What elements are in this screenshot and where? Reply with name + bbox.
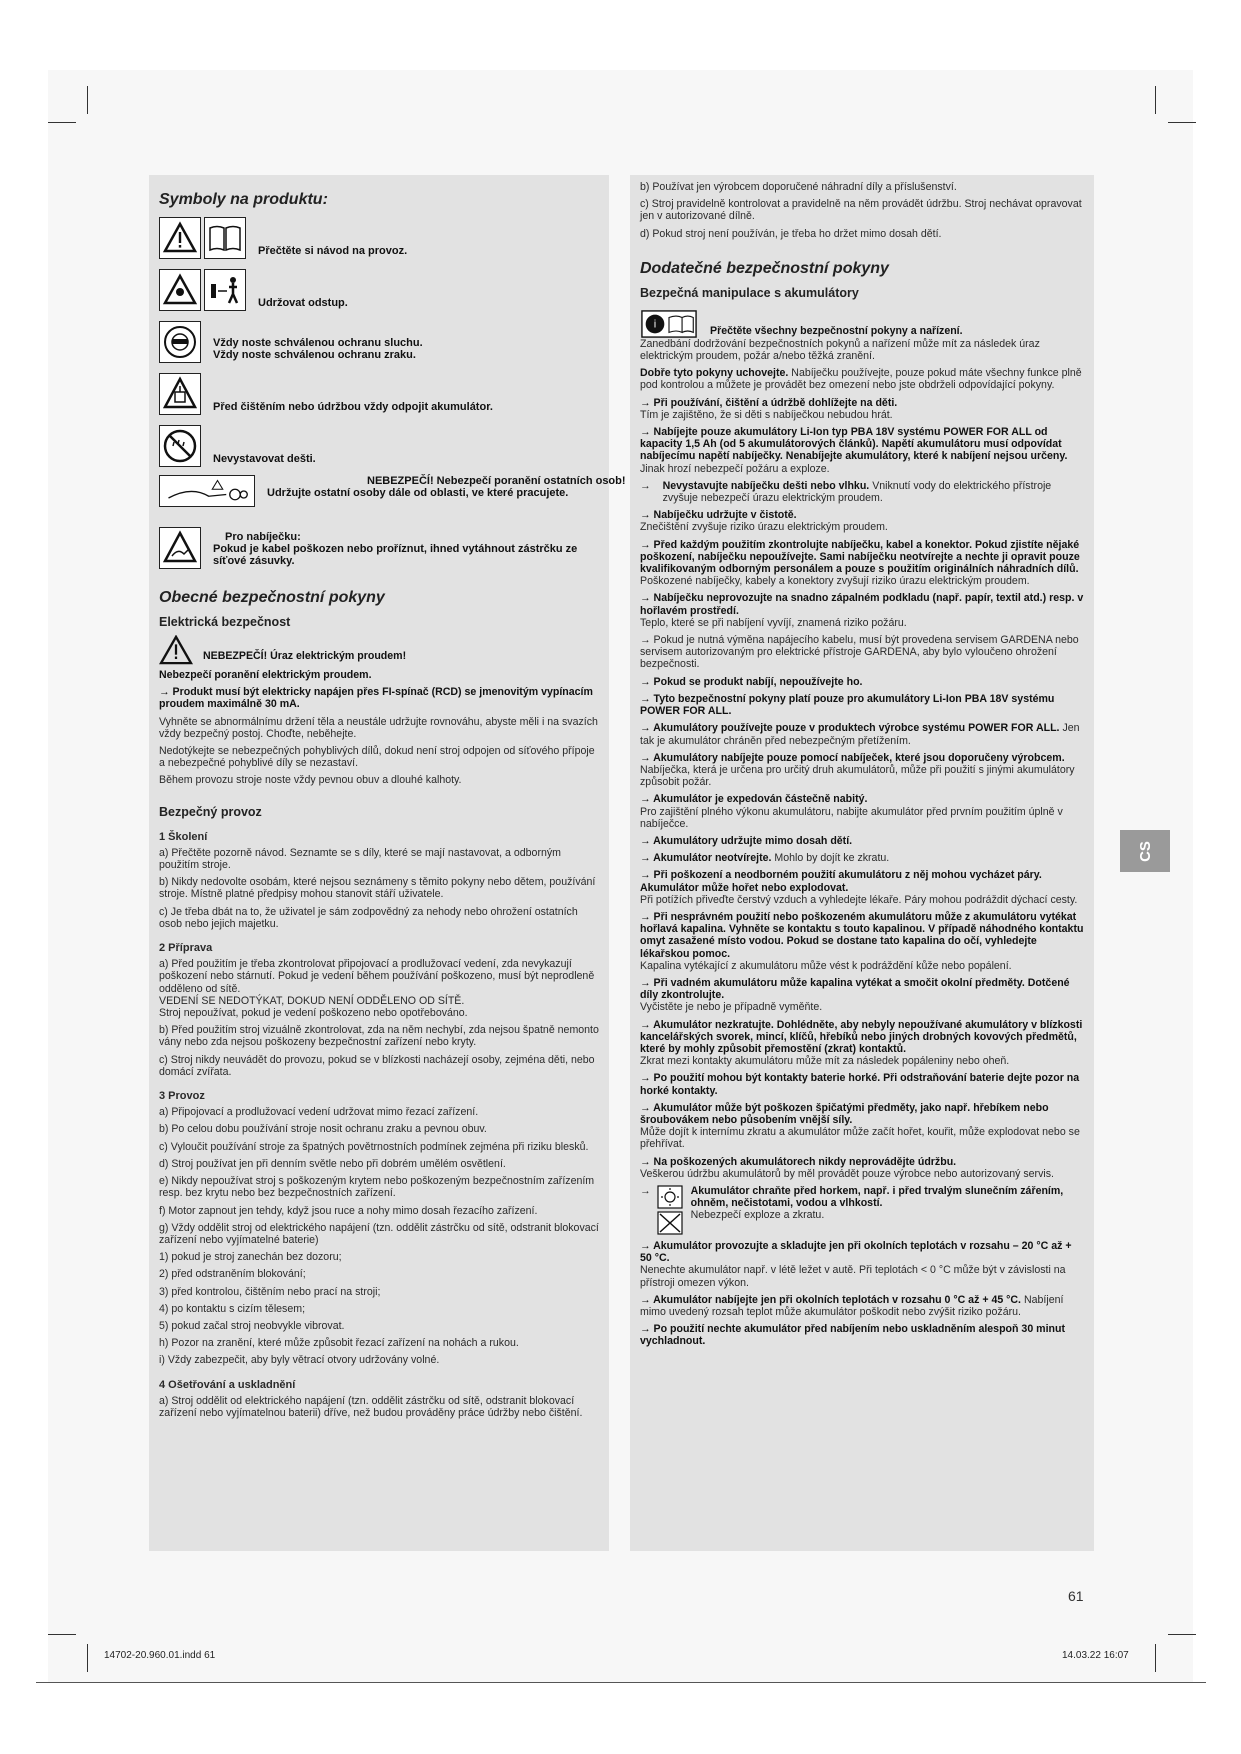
symbol-row <box>159 215 599 259</box>
bold-text: → Před každým použitím zkontrolujte nabíječku, kabel a konektor. Pokud zjistíte nějaké poškození, nabíječku nepoužívejte. Sami nabíječku neotvírejte a nechte ji opravit pouze kvalifikovaným odborným personálem a pouze s použitím originálních náhradních dílů. <box>640 538 1080 576</box>
bold-text: → Akumulátory používejte pouze v produktech výrobce systému POWER FOR ALL. <box>640 722 1060 735</box>
warning-triangle-icon <box>159 217 201 259</box>
section-title: 3 Provoz <box>159 1090 205 1103</box>
paragraph <box>640 911 1084 972</box>
paragraph: b) Před použitím stroj vizuálně zkontrolovat, zda na něm nechybí, zda nejsou špatně nemonto vány nebo zda nejsou poškozeny bezpečnostní zařízení nebo kryty. <box>159 1024 599 1049</box>
paragraph: Zanedbání dodržování bezpečnostních pokynů a nařízení může mít za následek úraz elektrickým proudem, požár a/nebo těžká zranění. <box>640 337 1040 363</box>
crop-mark <box>48 1634 76 1635</box>
paragraph <box>640 509 1084 533</box>
danger-electric-row <box>159 635 599 665</box>
language-tab-label: CS <box>1136 840 1154 862</box>
crop-mark <box>1155 86 1156 114</box>
list-item: 5) pokud začal stroj neobvykle vibrovat. <box>159 1319 345 1332</box>
section-title: 1 Školení <box>159 830 208 843</box>
symbol-row <box>159 371 599 415</box>
symbol-text-line: Pokud je kabel poškozen nebo proříznut, ihned vytáhnout zástrčku ze síťové zásuvky. <box>213 543 578 568</box>
bold-text: Akumulátor chraňte před horkem, např. i před trvalým slunečním zářením, ohněm, nečistotami, vodou a vlhkostí. <box>690 1185 1064 1210</box>
list-item: f) Motor zapnout jen tehdy, když jsou ruce a nohy mimo dosah řezacího zařízení. <box>159 1204 538 1217</box>
symbol-row <box>159 267 599 311</box>
paragraph <box>663 480 1084 504</box>
crop-mark <box>1155 1644 1156 1672</box>
bold-text: → Na poškozených akumulátorech nikdy neprovádějte údržbu. <box>640 1155 957 1168</box>
bold-text: → Při vadném akumulátoru může kapalina vytékat a smočit okolní předměty. Dotčené díly zkontrolujte. <box>640 976 1070 1002</box>
battery-remove-icon <box>159 373 201 415</box>
paragraph <box>691 1185 1084 1222</box>
bold-text: Nevystavujte nabíječku dešti nebo vlhku. <box>662 479 870 492</box>
text: Nebezpečí exploze a zkratu. <box>690 1209 825 1222</box>
text: Nabíječku používejte, pouze pokud máte všechny funkce plně pod kontrolou a můžete je provádět bez omezení nebo jste obdrželi odpovídající pokyny. <box>640 367 1082 392</box>
bold-text: → Akumulátor neotvírejte. <box>640 852 772 865</box>
text: Jen tak je akumulátor chráněn před nebezpečným přetížením. <box>640 722 1080 747</box>
paragraph: b) Nikdy nedovolte osobám, které nejsou seznámeny s těmito pokyny nebo dětem, používání stroje. Místně platné předpisy mohou stanovit stáří uživatele. <box>159 876 596 901</box>
text: Teplo, které se při nabíjení vyvíjí, znamená riziko požáru. <box>640 616 907 629</box>
heat-row <box>640 1185 1084 1235</box>
text: Mohlo by dojít ke zkratu. <box>771 852 890 865</box>
list-item: b) Po celou dobu používání stroje nosit ochranu zraku a pevnou obuv. <box>159 1123 487 1136</box>
list-item: 2) před odstraněním blokování; <box>159 1268 306 1281</box>
symbol-row <box>159 475 626 519</box>
paragraph <box>640 977 1084 1014</box>
list-item: h) Pozor na zranění, které může způsobit řezací zařízení na nohách a rukou. <box>159 1337 519 1350</box>
symbol-row <box>159 527 599 571</box>
list-item: d) Stroj používat jen při denním světle nebo při dobrém umělém osvětlení. <box>159 1157 506 1170</box>
ear-eye-protection-icon <box>159 321 201 363</box>
text: VEDENÍ SE NEDOTÝKAT, DOKUD NENÍ ODDĚLENO OD SÍTĚ. <box>159 994 465 1007</box>
arrow-icon: → <box>640 479 651 492</box>
list-item: 1) pokud je stroj zanechán bez dozoru; <box>159 1251 342 1264</box>
fi-instruction: → Produkt musí být elektricky napájen přes FI-spínač (RCD) se jmenovitým vypínacím proudem maximálně 30 mA. <box>159 686 593 711</box>
text: Vniknutí vody do elektrického přístroje zvyšuje nebezpečí úrazu elektrickým proudem. <box>662 479 1052 505</box>
symbol-text-line: Udržujte ostatní osoby dále od oblasti, ve které pracujete. <box>267 487 569 500</box>
text: Nabíječka, která je určena pro určitý druh akumulátorů, může při použití s jinými akumulátory způsobit požár. <box>640 763 1075 789</box>
paragraph: → Po použití nechte akumulátor před nabíjením nebo uskladněním alespoň 30 minut vychladnout. <box>640 1323 1065 1348</box>
read-all: Přečtěte všechny bezpečnostní pokyny a nařízení. <box>710 324 963 337</box>
text: Veškerou údržbu akumulátorů by měl provádět pouze výrobce nebo autorizovaný servis. <box>640 1167 1054 1180</box>
left-column <box>149 175 626 1551</box>
paragraph: Vyhněte se abnormálnímu držení těla a neustále udržujte rovnováhu, abyste měli i na svazích vždy bezpečný postoj. Choďte, neběhejte. <box>159 715 598 740</box>
paragraph: a) Stroj oddělit od elektrického napájení (tzn. oddělit zástrčku od sítě, odstranit blokovací zařízení nebo vyjímatelnou baterii) dříve, než budou prováděny práce údržby nebo čištění. <box>159 1394 583 1419</box>
symbol-text <box>267 475 626 501</box>
crop-mark <box>87 1644 88 1672</box>
paragraph <box>640 869 1084 906</box>
symbol-text: Udržovat odstup. <box>258 296 348 309</box>
paragraph: → Pokud se produkt nabíjí, nepoužívejte ho. <box>640 675 863 688</box>
page-number: 61 <box>1068 1588 1084 1604</box>
paragraph <box>159 958 599 1019</box>
bold-text: → Při nesprávném použití nebo poškozeném akumulátoru může z akumulátoru vytékat hořlavá kapalina. Vyhněte se kontaktu s touto kapalinou. V případě náhodného kontaktu omyt zasažené místo vodou. Pokud se dostane tato kapalina do očí, vyhledejte lékařskou pomoc. <box>640 910 1084 960</box>
bold-text: → Při používání, čištění a údržbě dohlížejte na děti. <box>640 396 898 409</box>
paragraph <box>640 852 1084 864</box>
symbols-title: Symboly na produktu: <box>159 191 328 208</box>
charger-cable-icon <box>159 527 201 569</box>
paragraph <box>640 1019 1084 1068</box>
paragraph: Během provozu stroje noste vždy pevnou obuv a dlouhé kalhoty. <box>159 774 462 787</box>
paragraph: c) Stroj nikdy neuvádět do provozu, pokud se v blízkosti nacházejí osoby, zejména děti, nebo domácí zvířata. <box>159 1053 595 1078</box>
general-title: Obecné bezpečnostní pokyny <box>159 589 385 606</box>
read-all-row <box>640 310 1084 338</box>
paragraph <box>640 367 1084 391</box>
text: Nabíjení mimo uvedený rozsah teplot může akumulátor poškodit nebo zvýšit riziko požáru. <box>640 1293 1064 1319</box>
text: Znečištění zvyšuje riziko úrazu elektrickým proudem. <box>640 521 888 534</box>
symbol-text <box>213 337 423 363</box>
language-tab <box>1120 830 1170 872</box>
paragraph: b) Používat jen výrobcem doporučené náhradní díly a příslušenství. <box>640 181 957 193</box>
warning-triangle-icon <box>159 635 193 665</box>
bold-text: → Při poškození a neodborném použití akumulátoru z něj mohou vycházet páry. Akumulátor může hořet nebo explodovat. <box>640 869 1042 894</box>
heat-icons <box>657 1185 683 1235</box>
electric-title: Elektrická bezpečnost <box>159 615 291 629</box>
bold-text: → Nabíječku neprovozujte na snadno zápalném podkladu (např. papír, textil atd.) resp. v hořlavém prostředí. <box>640 592 1084 617</box>
crop-mark <box>87 86 88 114</box>
paragraph <box>640 793 1084 830</box>
battery-title: Bezpečná manipulace s akumulátory <box>640 285 859 300</box>
text: Jinak hrozí nebezpečí požáru a exploze. <box>640 462 830 475</box>
list-item: a) Připojovací a prodlužovací vedení udržovat mimo řezací zařízení. <box>159 1106 479 1119</box>
list-item: g) Vždy oddělit stroj od elektrického napájení (tzn. oddělit zástrčku od sítě, odstranit blokovací zařízení nebo vyjímatelné baterie) <box>159 1221 599 1246</box>
bold-text: → Akumulátor nabíjejte jen při okolních teplotách v rozsahu 0 °C až + 45 °C. <box>640 1293 1022 1306</box>
paragraph: → Pokud je nutná výměna napájecího kabelu, musí být provedena servisem GARDENA nebo servisem autorizovaným pro elektrické přístroje GARDENA, aby bylo vyloučeno ohrožení bezpečnosti. <box>640 634 1079 671</box>
list-item: 4) po kontaktu s cizím tělesem; <box>159 1302 306 1315</box>
text: a) Před použitím je třeba zkontrolovat připojovací a prodlužovací vedení, zda nevykazují poškození nebo stárnutí. Pokud je vedení během používání poškozeno, musí být neprodleně odděleno od sítě. <box>159 958 595 995</box>
paragraph <box>640 592 1084 629</box>
symbol-text <box>213 527 599 570</box>
right-column <box>630 175 1094 1551</box>
text: Zkrat mezi kontakty akumulátoru může mít za následek popáleniny nebo oheň. <box>640 1055 1010 1068</box>
crop-mark <box>48 122 76 123</box>
bold-text: Dobře tyto pokyny uchovejte. <box>640 367 789 380</box>
paragraph: a) Přečtěte pozorně návod. Seznamte se s díly, které se mají nastavovat, a odborným použitím stroje. <box>159 846 561 872</box>
text: Při potížích přiveďte čerstvý vzduch a vyhledejte lékaře. Páry mohou podráždit dýchací cesty. <box>640 893 1078 906</box>
bold-text: → Akumulátor může být poškozen špičatými předměty, jako např. hřebíkem nebo šroubovákem nebo působením vnější síly. <box>640 1101 1049 1126</box>
symbol-text-line: Vždy noste schválenou ochranu zraku. <box>213 348 416 361</box>
symbol-text-line: Vždy noste schválenou ochranu sluchu. <box>213 336 423 349</box>
paragraph: c) Je třeba dbát na to, že uživatel je sám zodpovědný za nehody nebo ohrožení ostatních osob nebo jejich majetku. <box>159 905 578 930</box>
symbol-text: Přečtěte si návod na provoz. <box>258 244 408 257</box>
footer-right: 14.03.22 16:07 <box>1062 1650 1129 1661</box>
paragraph: → Po použití mohou být kontakty baterie horké. Při odstraňování baterie dejte pozor na horké kontakty. <box>640 1072 1080 1097</box>
paragraph <box>640 397 1084 421</box>
paragraph <box>640 752 1084 789</box>
paragraph <box>640 722 1084 746</box>
paragraph <box>640 1240 1084 1289</box>
paragraph: d) Pokud stroj není používán, je třeba ho držet mimo dosah dětí. <box>640 227 942 240</box>
bold-text: → Akumulátor je expedován částečně nabitý. <box>640 793 868 806</box>
paragraph <box>640 1156 1084 1180</box>
manual-icon <box>204 217 246 259</box>
bold-text: → Nabíjejte pouze akumulátory Li-Ion typ PBA 18V systému POWER FOR ALL od kapacity 1,5 Ah (od 5 akumulátorových článků). Napětí akumulátoru musí odpovídat nabíjecímu napětí nabíječky. Nenabíjejte akumulátory, které k nabíjení nejsou určeny. <box>640 426 1068 463</box>
section-title: 2 Příprava <box>159 942 213 955</box>
paragraph: → Akumulátory udržujte mimo dosah dětí. <box>640 834 853 847</box>
text: Tím je zajištěno, že si děti s nabíječkou nebudou hrát. <box>640 408 893 421</box>
symbol-title: Pro nabíječku: <box>225 531 301 543</box>
distance-icon <box>204 269 246 311</box>
text: Pro zajištění plného výkonu akumulátoru, nabijte akumulátor před prvním použitím úplně v nabíječce. <box>640 805 1063 830</box>
paragraph <box>640 426 1084 475</box>
bold-text: → Akumulátor provozujte a skladujte jen při okolních teplotách v rozsahu – 20 °C až + 50 °C. <box>640 1240 1072 1265</box>
paragraph: → Tyto bezpečnostní pokyny platí pouze pro akumulátory Li-Ion PBA 18V systému POWER FOR ALL. <box>640 692 1055 718</box>
crop-mark <box>1168 122 1196 123</box>
danger-electric-sub: Nebezpečí poranění elektrickým proudem. <box>159 669 372 681</box>
paragraph: c) Stroj pravidelně kontrolovat a pravidelně na něm provádět údržbu. Stroj nechávat opravovat jen v autorizované dílně. <box>640 198 1082 223</box>
sun-heat-icon <box>657 1185 683 1209</box>
bottom-rule <box>36 1682 1206 1683</box>
safe-op-title: Bezpečný provoz <box>159 804 262 819</box>
no-rain-icon <box>159 425 201 467</box>
symbol-text: Nevystavovat dešti. <box>213 452 316 465</box>
arrow-icon: → <box>640 1185 651 1197</box>
bold-text: → Nabíječku udržujte v čistotě. <box>640 509 797 522</box>
section-title: 4 Ošetřování a uskladnění <box>159 1378 296 1391</box>
list-item: e) Nikdy nepoužívat stroj s poškozeným krytem nebo poškozeným bezpečnostním zařízením resp. bez krytu nebo bez bezpečnostních zařízení. <box>159 1175 595 1200</box>
warning-triangle-icon <box>159 269 201 311</box>
list-item: i) Vždy zabezpečit, aby byly větrací otvory udržovány volné. <box>159 1354 440 1367</box>
bold-text: → Akumulátory nabíjejte pouze pomocí nabíječek, které jsou doporučeny výrobcem. <box>640 751 1065 764</box>
rain-row <box>640 480 1084 504</box>
list-item: c) Vyloučit používání stroje za špatných povětrnostních podmínek zejména při riziku blesků. <box>159 1140 589 1153</box>
paragraph <box>640 1294 1084 1318</box>
paragraph <box>640 1102 1084 1151</box>
crop-mark <box>1168 1634 1196 1635</box>
symbol-text: Před čištěním nebo údržbou vždy odpojit akumulátor. <box>213 400 493 413</box>
text: Nenechte akumulátor např. v létě ležet v autě. Při teplotách < 0 °C může být v závislosti na přístroji omezen výkon. <box>640 1264 1066 1289</box>
text: Poškozené nabíječky, kabely a konektory zvyšují riziko úrazu elektrickým proudem. <box>640 575 1030 588</box>
bystander-danger-icon <box>159 475 255 507</box>
danger-electric: NEBEZPEČÍ! Úraz elektrickým proudem! <box>203 649 407 662</box>
symbol-row <box>159 319 599 363</box>
text: Může dojít k internímu zkratu a akumulátor může začít hořet, kouřit, může explodovat nebo se přehřívat. <box>640 1126 1080 1151</box>
svg-text:i: i <box>653 318 657 331</box>
text: Kapalina vytékající z akumulátoru může vést k podráždění kůže nebo popálení. <box>640 959 1012 972</box>
text: Vyčistěte je nebo je případně vyměňte. <box>640 1001 823 1014</box>
list-item: 3) před kontrolou, čištěním nebo prací na stroji; <box>159 1285 381 1298</box>
paragraph: Nedotýkejte se nebezpečných pohyblivých dílů, dokud není stroj odpojen od síťového přípoje a nebezpečné pohyblivé díly se nezastaví. <box>159 745 595 770</box>
symbol-row <box>159 423 599 467</box>
bold-text: → Akumulátor nezkratujte. Dohlédněte, aby nebyly nepoužívané akumulátory v blízkosti kancelářských svorek, mincí, klíčů, hřebíků nebo jiných drobných kovových předmětů, které by mohly způsobit přemostění (zkrat) kontaktů. <box>640 1018 1083 1055</box>
paragraph <box>640 539 1084 588</box>
danger-bystanders: NEBEZPEČÍ! Nebezpečí poranění ostatních osob! <box>367 475 626 487</box>
no-water-icon <box>657 1211 683 1235</box>
text: Stroj nepoužívat, pokud je vedení poškozeno nebo opotřebováno. <box>159 1007 468 1020</box>
read-manual-icon <box>640 310 698 338</box>
additional-title: Dodatečné bezpečnostní pokyny <box>640 259 889 277</box>
footer-left: 14702-20.960.01.indd 61 <box>104 1650 216 1661</box>
